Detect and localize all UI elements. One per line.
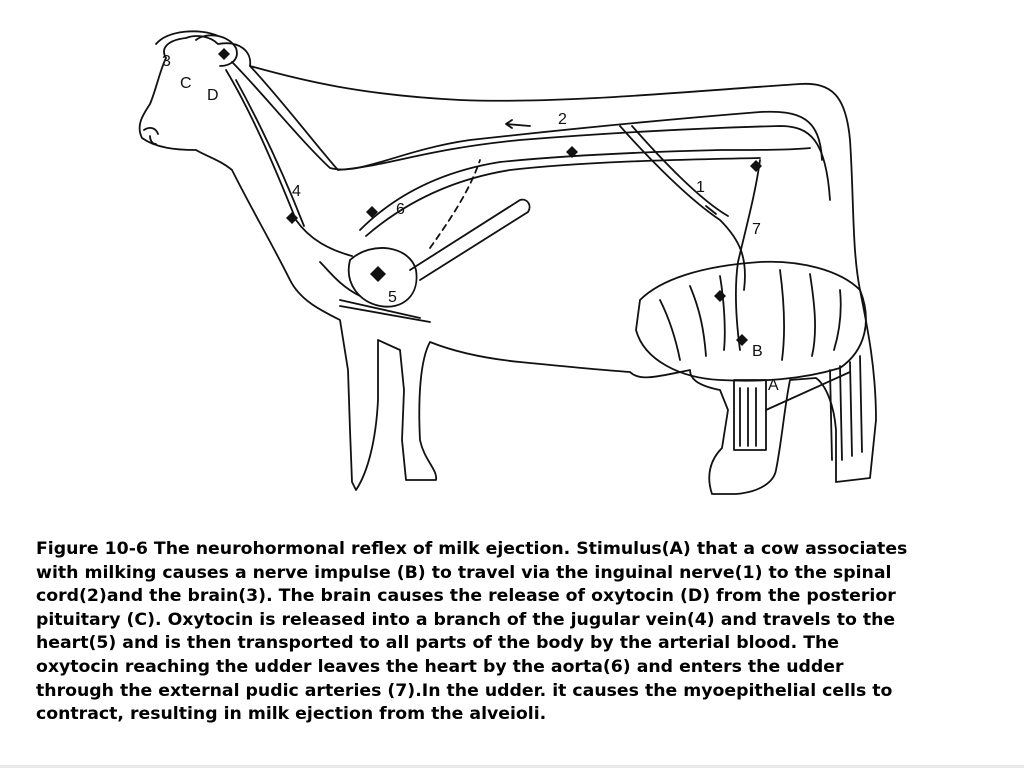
label-3: 3: [162, 53, 171, 70]
caption-line: Figure 10-6 The neurohormonal reflex of milk ejection. Stimulus(A) that a cow associates: [36, 539, 908, 559]
pudic-artery: [736, 160, 760, 350]
caption-line: cord(2)and the brain(3). The brain causes the release of oxytocin (D) from the posterior: [36, 586, 896, 607]
label-6: 6: [396, 201, 405, 218]
label-7: 7: [752, 221, 761, 238]
caption-line: heart(5) and is then transported to all parts of the body by the arterial blood. The: [36, 633, 840, 654]
udder: [636, 262, 866, 381]
node-heart: [370, 266, 386, 282]
caption-line: contract, resulting in milk ejection from the alveioli.: [36, 704, 547, 725]
label-A: A: [768, 377, 779, 394]
caption-line: through the external pudic arteries (7).In the udder. it causes the myoepithelial cells to: [36, 680, 893, 701]
caption-line: oxytocin reaching the udder leaves the heart by the aorta(6) and enters the udder: [36, 656, 844, 677]
figure-caption: [36, 538, 1016, 727]
label-2: 2: [558, 111, 567, 128]
label-D: D: [207, 87, 219, 104]
caption-line: with milking causes a nerve impulse (B) to travel via the inguinal nerve(1) to the spinal: [36, 562, 892, 583]
aorta: [360, 148, 810, 230]
node-brain: [218, 48, 230, 60]
cow-diagram: [90, 10, 910, 520]
label-5: 5: [388, 289, 397, 306]
cow-illustration: [90, 10, 910, 520]
label-B: B: [752, 343, 763, 360]
spinal-cord: [232, 62, 822, 170]
caption-line: pituitary (C). Oxytocin is released into a branch of the jugular vein(4) and travels to the: [36, 609, 896, 630]
label-C: C: [180, 75, 192, 92]
label-1: 1: [696, 179, 705, 196]
label-4: 4: [292, 183, 301, 200]
node-jugular: [286, 212, 298, 224]
